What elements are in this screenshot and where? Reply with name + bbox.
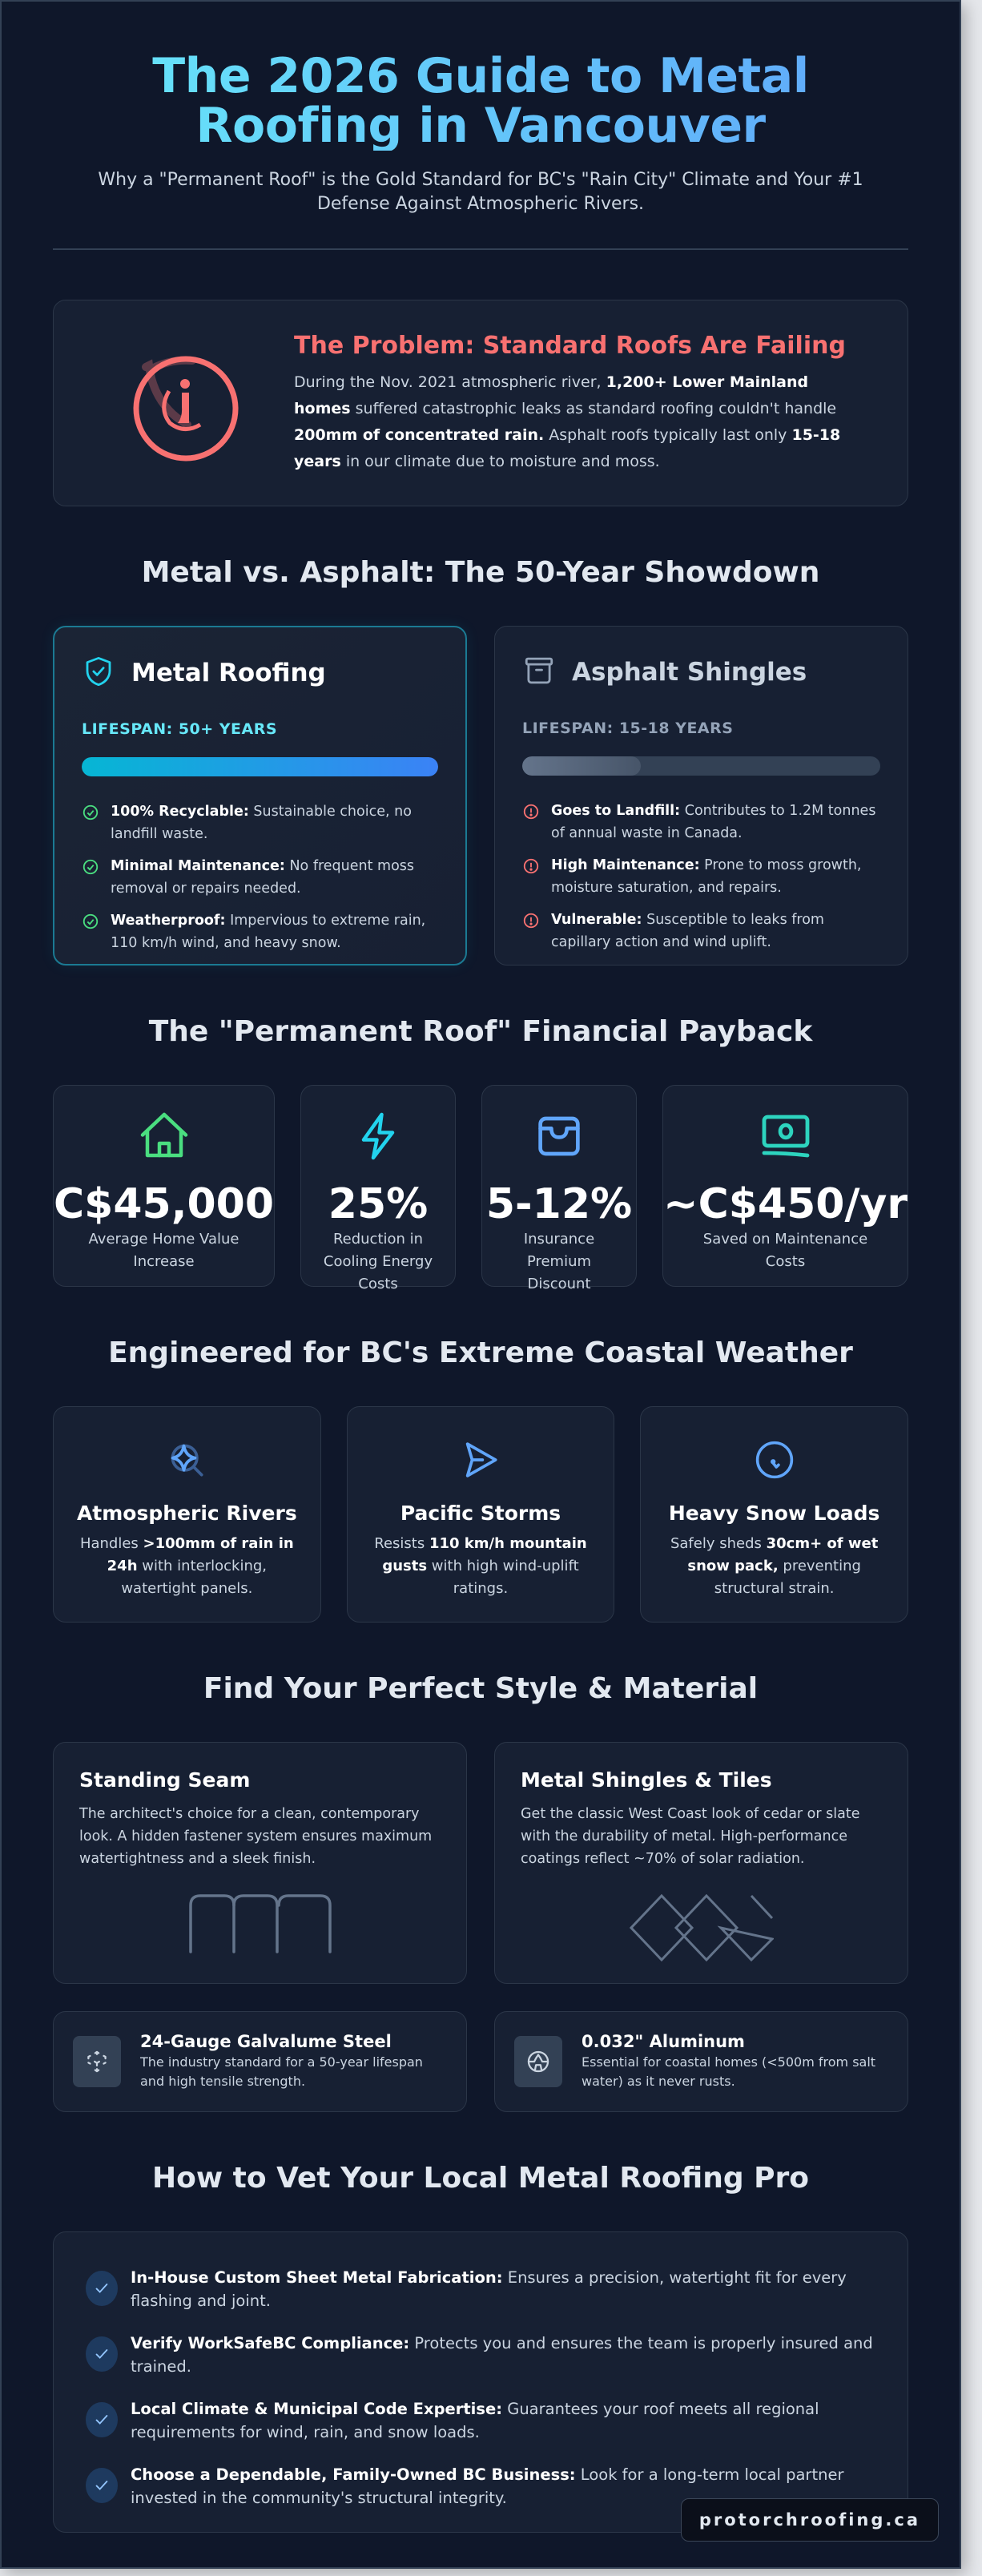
atom-circle-icon [514,2036,562,2087]
benefit-text: No frequent moss removal or repairs needed. [111,858,415,897]
problem-highlight: 1,200+ Lower Mainland homes [294,373,809,417]
problem-highlight: 15-18 years [294,425,841,470]
stat-value: ~C$450/yr [663,1180,908,1228]
vet-item-text: Look for a long-term local partner invested in the community's structural integrity. [131,2465,844,2507]
stat-card-insurance [481,1085,637,1292]
weather-card-text: Safely sheds 30cm+ of wet snow pack, preventing structural strain. [670,1535,879,1597]
checkmark-icon [86,2336,118,2372]
drawback-label: High Maintenance: [551,857,700,873]
cube-transparent-icon [73,2036,121,2087]
benefit-label: Weatherproof: [111,913,226,929]
diamond-tiles-graphic [521,1894,882,1961]
metal-lifespan-bar [82,757,438,776]
payback-stats [53,1085,908,1292]
material-card-galvalume [53,2011,467,2112]
standing-seam-graphic [79,1894,441,1953]
problem-card [53,300,908,506]
snow-circle-icon [662,1437,887,1482]
style-card-metal-shingles [494,1742,908,1984]
metal-lifespan-bar-fill [82,757,438,776]
drawback-label: Goes to Landfill: [551,803,681,819]
asphalt-shingles-card [494,626,908,965]
check-circle-icon [82,858,99,900]
styles-title: Find Your Perfect Style & Material [203,1672,759,1705]
metal-benefit-item [82,909,438,954]
wallet-icon [482,1108,636,1164]
payback-title: The "Permanent Roof" Financial Payback [148,1015,813,1048]
problem-body [294,332,863,475]
asphalt-lifespan-bar [522,756,880,776]
metal-lifespan: LIFESPAN: 50+ YEARS [82,720,278,738]
stat-card-cooling [300,1085,456,1292]
archive-box-icon [522,654,556,691]
exclamation-circle-icon [522,912,540,953]
asphalt-lifespan-bar-fill [522,756,641,776]
problem-title: The Problem: Standard Roofs Are Failing [294,331,846,360]
vet-item-text: Guarantees your roof meets all regional requirements for wind, rain, and snow loads. [131,2400,819,2441]
header-divider [53,248,908,250]
page-title: The 2026 Guide to Metal Roofing in Vancouver [53,51,908,151]
stat-label: Insurance Premium Discount [523,1231,595,1292]
problem-highlight: 200mm of concentrated rain. [294,425,545,444]
paper-plane-icon [368,1437,594,1482]
material-title: 24-Gauge Galvalume Steel [140,2032,392,2051]
drawback-text: Contributes to 1.2M tonnes of annual waste in Canada. [551,803,876,841]
vet-item [86,2332,875,2378]
metal-benefit-item [82,800,438,845]
page-subtitle: Why a "Permanent Roof" is the Gold Standard for BC's "Rain City" Climate and Your #1 Defense Against Atmospheric Rivers. [98,170,863,214]
weather-card-title: Heavy Snow Loads [668,1502,880,1525]
style-title: Standing Seam [79,1768,251,1792]
metal-benefit-item [82,855,438,900]
warning-info-icon [118,343,246,463]
vet-title: How to Vet Your Local Metal Roofing Pro [151,2162,810,2195]
stat-card-maintenance [662,1085,908,1287]
stat-label: Average Home Value Increase [88,1231,239,1270]
style-card-standing-seam [53,1742,467,1984]
stat-card-home-value [53,1085,275,1287]
checkmark-icon [86,2271,118,2306]
exclamation-circle-icon [522,857,540,899]
weather-card-pacific-storms [347,1406,615,1623]
weather-card-atmospheric-rivers [53,1406,321,1623]
comparison-title: Metal vs. Asphalt: The 50-Year Showdown [141,556,820,589]
asphalt-drawback-item [522,800,880,845]
problem-text-part: suffered catastrophic leaks as standard roofing couldn't handle [350,399,837,417]
stat-value: 5-12% [485,1180,633,1228]
style-text: Get the classic West Coast look of cedar or slate with the durability of metal. High-performance coatings reflect ~70% of solar radiation. [521,1806,860,1867]
material-text: The industry standard for a 50-year lifespan and high tensile strength. [140,2054,423,2089]
asphalt-lifespan: LIFESPAN: 15-18 YEARS [522,720,734,737]
stat-value: C$45,000 [54,1180,275,1228]
benefit-label: Minimal Maintenance: [111,858,285,874]
weather-card-title: Atmospheric Rivers [76,1502,297,1525]
drawback-text: Prone to moss growth, moisture saturation, and repairs. [551,857,862,896]
drawback-label: Vulnerable: [551,912,642,928]
vet-item-label: In-House Custom Sheet Metal Fabrication: [131,2268,503,2287]
vet-item-text: Protects you and ensures the team is properly insured and trained. [131,2334,873,2376]
weather-card-heavy-snow [640,1406,908,1623]
weather-card-text: Resists 110 km/h mountain gusts with high wind-uplift ratings. [374,1535,587,1597]
lightning-bolt-icon [301,1108,455,1164]
style-text: The architect's choice for a clean, contemporary look. A hidden fastener system ensures maximum watertightness and a sleek finish. [79,1806,433,1867]
problem-text-part: Asphalt roofs typically last only [544,425,792,444]
stat-label: Saved on Maintenance Costs [702,1231,868,1270]
material-text: Essential for coastal homes (<500m from salt water) as it never rusts. [582,2054,876,2089]
vet-checklist [53,2231,908,2533]
weather-title: Engineered for BC's Extreme Coastal Weather [108,1336,853,1369]
vet-item [86,2397,875,2444]
asphalt-shingles-title: Asphalt Shingles [572,658,807,687]
weather-card-title: Pacific Storms [400,1502,561,1525]
check-circle-icon [82,804,99,845]
vet-item-text: Ensures a precision, watertight fit for every flashing and joint. [131,2268,847,2310]
asphalt-drawback-item [522,854,880,899]
exclamation-circle-icon [522,803,540,845]
check-circle-icon [82,913,99,954]
styles-grid [53,1742,908,1984]
asphalt-drawback-item [522,909,880,953]
stat-value: 25% [328,1180,429,1228]
material-card-aluminum [494,2011,908,2112]
weather-card-text: Handles >100mm of rain in 24h with interlocking, watertight panels. [79,1535,294,1597]
metal-roofing-title: Metal Roofing [131,659,326,687]
brand-badge[interactable]: protorchroofing.ca [681,2498,939,2542]
problem-text-part: in our climate due to moisture and moss. [340,452,660,470]
benefit-label: 100% Recyclable: [111,804,249,820]
drawback-text: Susceptible to leaks from capillary action and wind uplift. [551,912,824,950]
cash-icon [663,1108,908,1164]
vet-item-label: Choose a Dependable, Family-Owned BC Business: [131,2465,576,2484]
problem-text-part: During the Nov. 2021 atmospheric river, [294,373,606,391]
sparkle-search-icon [74,1437,300,1482]
checkmark-icon [86,2402,118,2437]
vet-item-label: Verify WorkSafeBC Compliance: [131,2334,410,2352]
vet-item [86,2266,875,2312]
benefit-text: Sustainable choice, no landfill waste. [111,804,412,842]
materials-grid [53,2011,908,2112]
benefit-text: Impervious to extreme rain, 110 km/h wind, and heavy snow. [111,913,426,951]
comparison-grid [53,626,908,965]
vet-item-label: Local Climate & Municipal Code Expertise: [131,2400,503,2418]
shield-check-icon [82,655,115,691]
problem-text [294,369,863,475]
home-icon [54,1108,274,1164]
weather-grid [53,1406,908,1623]
style-title: Metal Shingles & Tiles [521,1768,772,1792]
header [53,48,908,216]
checkmark-icon [86,2468,118,2503]
stat-label: Reduction in Cooling Energy Costs [323,1231,433,1292]
material-title: 0.032" Aluminum [582,2032,745,2051]
metal-roofing-card [53,626,467,965]
